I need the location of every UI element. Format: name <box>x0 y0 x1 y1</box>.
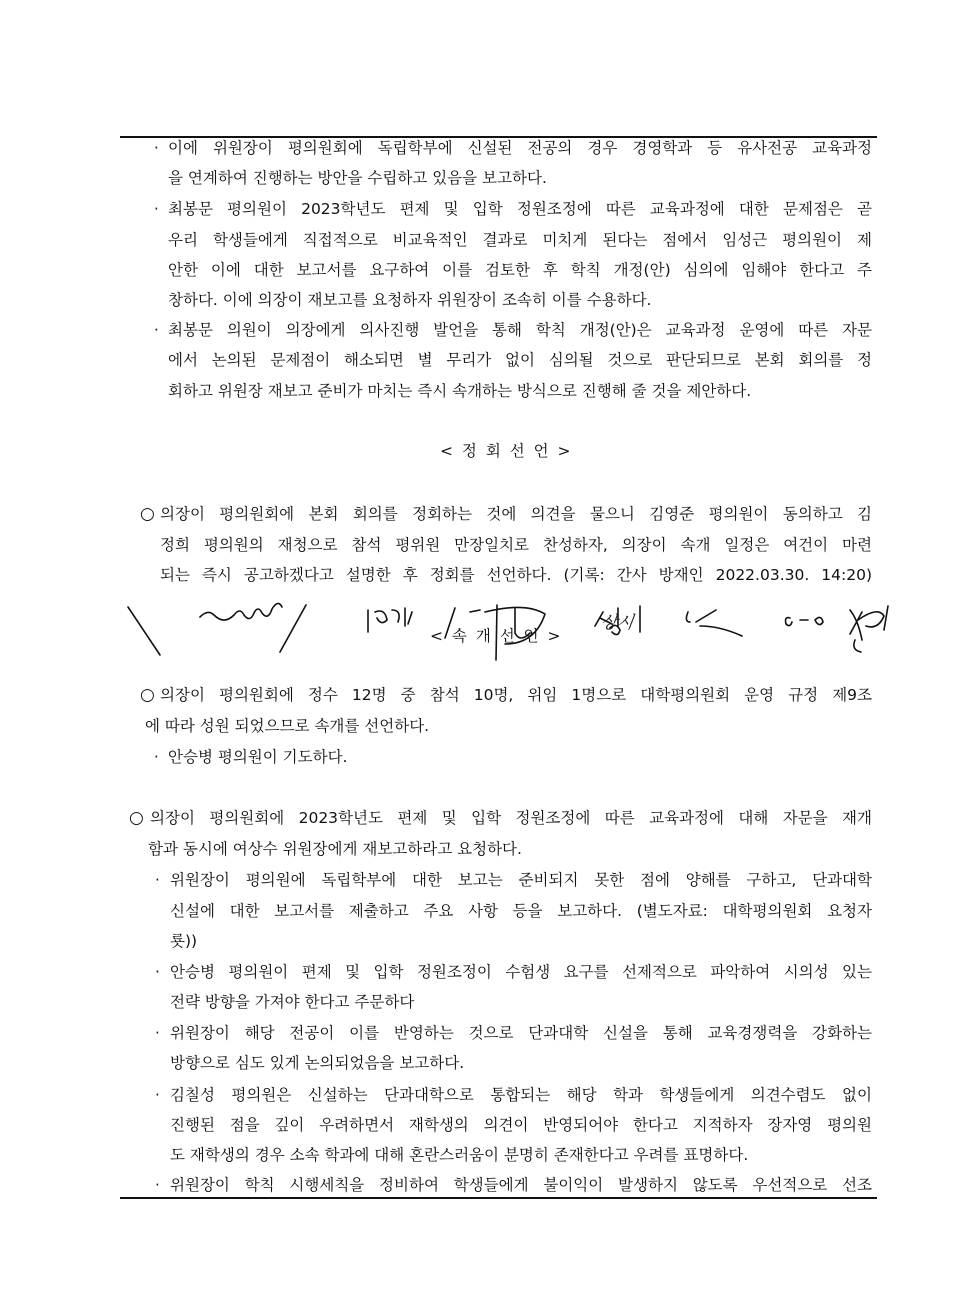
resume-title: < 속 개 선 언 > <box>430 627 563 645</box>
text-line: 에 따라 성원 되었으므로 속개를 선언하다. <box>145 717 430 735</box>
circle-mark: ○ <box>140 685 155 705</box>
text-line: 의장이 평의원회에 2023학년도 편제 및 입학 정원조정에 따른 교육과정에 대해 자문을 재개 <box>150 809 872 827</box>
text-line: 의장이 평의원회에 본회 회의를 정회하는 것에 의견을 물으니 김영준 평의원이 동의하고 김 <box>160 505 872 523</box>
bullet-mark: · <box>155 871 160 889</box>
signature-4 <box>786 606 889 652</box>
bullet-mark: · <box>155 1024 160 1042</box>
text-line: 창하다. 이에 의장이 재보고를 요청하자 위원장이 조속히 이를 수용하다. <box>168 291 652 309</box>
text-line: 진행된 점을 깊이 우려하면서 재학생의 의견이 반영되어야 한다고 지적하자 장자영 평의원 <box>170 1116 872 1134</box>
bullet-mark: · <box>155 963 160 981</box>
text-line: 룟)) <box>170 932 198 950</box>
bullet-mark: · <box>155 1176 160 1194</box>
text-line: 되는 즉시 공고하겠다고 설명한 후 정회를 선언하다. (기록: 간사 방재인 2022.03.30. 14:20) <box>160 566 872 584</box>
text-line: 전략 방향을 가져야 한다고 주문하다 <box>170 993 415 1011</box>
bullet-mark: · <box>154 139 159 157</box>
text-line: 우리 학생들에게 직접적으로 비교육적인 결과로 미치게 된다는 점에서 임성근 평의원이 제 <box>168 231 872 249</box>
text-line: 안승병 평의원이 편제 및 입학 정원조정이 수험생 요구를 선제적으로 파악하여 시의성 있는 <box>170 963 872 981</box>
signature-1 <box>200 603 306 652</box>
text-line: 최봉문 의원이 의장에게 의사진행 발언을 통해 학칙 개정(안)은 교육과정 운영에 따른 자문 <box>168 321 872 339</box>
text-line: 방향으로 심도 있게 논의되었음을 보고하다. <box>170 1054 465 1072</box>
text-line: 안한 이에 대한 보고서를 요구하여 이를 검토한 후 학칙 개정(안) 심의에 임해야 한다고 주 <box>168 261 872 279</box>
circle-mark: ○ <box>140 504 155 524</box>
bottom-rule <box>120 1197 877 1199</box>
text-line: 위원장이 해당 전공이 이를 반영하는 것으로 단과대학 신설을 통해 교육경쟁력을 강화하는 <box>170 1024 872 1042</box>
text-line: 함과 동시에 여상수 위원장에게 재보고하라고 요청하다. <box>148 840 522 858</box>
text-line: 위원장이 평의원에 독립학부에 대한 보고는 준비되지 못한 점에 양해를 구하고, 단과대학 <box>170 871 872 889</box>
text-line: 도 재학생의 경우 소속 학과에 대해 혼란스러움이 분명히 존재한다고 우려를 표명하다. <box>170 1146 749 1164</box>
text-line: 의장이 평의원회에 정수 12명 중 참석 10명, 위임 1명으로 대학평의원회 운영 규정 제9조 <box>160 686 872 704</box>
signature-stroke <box>128 607 160 655</box>
text-line: 위원장이 학칙 시행세칙을 정비하여 학생들에게 불이익이 발생하지 않도록 우선적으로 선조 <box>170 1176 872 1194</box>
text-line: 신설에 대한 보고서를 제출하고 주요 사항 등을 보고하다. (별도자료: 대학평의원회 요청자 <box>170 902 872 920</box>
text-line: 안승병 평의원이 기도하다. <box>168 748 348 766</box>
text-line: 이에 위원장이 평의원회에 독립학부에 신설된 전공의 경우 경영학과 등 유사전공 교육과정 <box>168 139 872 157</box>
bullet-mark: · <box>155 1086 160 1104</box>
bullet-mark: · <box>154 200 159 218</box>
text-line: 회하고 위원장 재보고 준비가 마치는 즉시 속개하는 방식으로 진행해 줄 것을 제안하다. <box>168 382 752 400</box>
text-line: 정희 평의원의 재청으로 참석 평위원 만장일치로 찬성하자, 의장이 속개 일정은 여건이 마련 <box>160 536 872 554</box>
bullet-mark: · <box>154 748 159 766</box>
signature-label: 상시 <box>599 613 635 633</box>
text-line: 을 연계하여 진행하는 방안을 수립하고 있음을 보고하다. <box>168 169 547 187</box>
text-line: 최봉문 평의원이 2023학년도 편제 및 입학 정원조정에 따른 교육과정에 대한 문제점은 곧 <box>168 200 872 218</box>
text-line: 김칠성 평의원은 신설하는 단과대학으로 통합되는 해당 학과 학생들에게 의견수렴도 없이 <box>170 1086 872 1104</box>
text-line: 에서 논의된 문제점이 해소되면 별 무리가 없이 심의될 것으로 판단되므로 본회 회의를 정 <box>168 351 872 369</box>
circle-mark: ○ <box>129 808 144 828</box>
bullet-mark: · <box>154 321 159 339</box>
recess-title: < 정 회 선 언 > <box>440 442 573 460</box>
